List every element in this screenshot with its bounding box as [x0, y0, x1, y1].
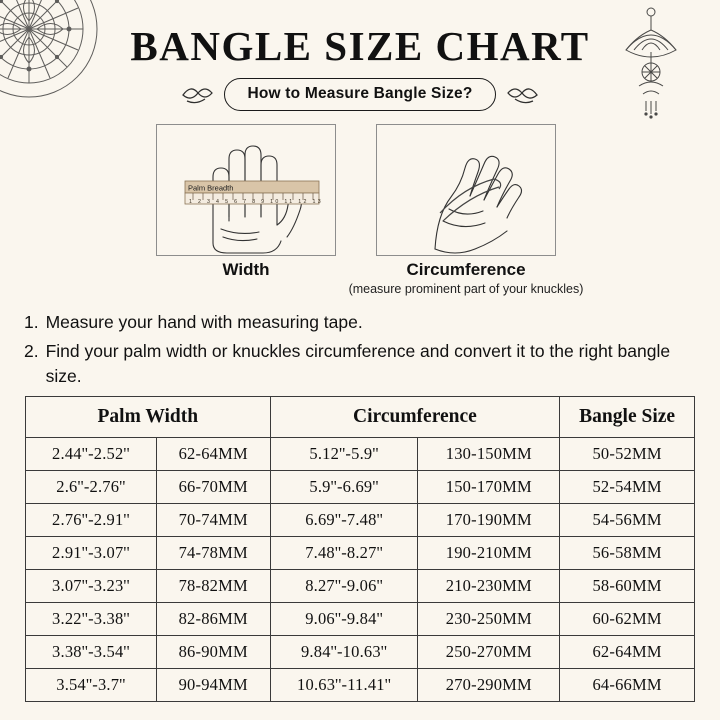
table-body	[26, 438, 695, 702]
cell-circ-mm: 250-270MM	[418, 636, 560, 669]
cell-circ-mm: 150-170MM	[418, 471, 560, 504]
subtitle-row	[0, 78, 720, 111]
cell-circ-inch: 10.63''-11.41''	[270, 669, 418, 702]
cell-palm-mm: 62-64MM	[156, 438, 270, 471]
step-text: Measure your hand with measuring tape.	[45, 312, 363, 332]
step-number: 1.	[24, 312, 39, 332]
table-row	[26, 636, 695, 669]
cell-circ-mm: 190-210MM	[418, 537, 560, 570]
cell-palm-mm: 78-82MM	[156, 570, 270, 603]
cell-bangle-size: 54-56MM	[560, 504, 695, 537]
figure-circumference	[376, 124, 556, 256]
cell-circ-mm: 130-150MM	[418, 438, 560, 471]
cell-circ-inch: 7.48''-8.27''	[270, 537, 418, 570]
table-row	[26, 669, 695, 702]
cell-circ-inch: 8.27''-9.06''	[270, 570, 418, 603]
cell-palm-inch: 2.76''-2.91''	[26, 504, 157, 537]
cell-circ-inch: 6.69''-7.48''	[270, 504, 418, 537]
cell-circ-inch: 5.12''-5.9''	[270, 438, 418, 471]
header-circumference: Circumference	[270, 397, 560, 438]
figure-palm-width	[156, 124, 336, 256]
table-row	[26, 570, 695, 603]
cell-palm-mm: 90-94MM	[156, 669, 270, 702]
subtitle-pill: How to Measure Bangle Size?	[224, 78, 495, 111]
cell-circ-inch: 9.06''-9.84''	[270, 603, 418, 636]
cell-palm-mm: 70-74MM	[156, 504, 270, 537]
cell-bangle-size: 52-54MM	[560, 471, 695, 504]
cell-circ-mm: 210-230MM	[418, 570, 560, 603]
cell-palm-inch: 2.44''-2.52''	[26, 438, 157, 471]
cell-palm-inch: 2.91''-3.07''	[26, 537, 157, 570]
cell-circ-inch: 9.84''-10.63''	[270, 636, 418, 669]
caption-circumference: Circumference	[406, 260, 526, 279]
table-row	[26, 471, 695, 504]
table-row	[26, 504, 695, 537]
cell-palm-inch: 2.6''-2.76''	[26, 471, 157, 504]
list-item	[24, 310, 696, 335]
header-bangle-size: Bangle Size	[560, 397, 695, 438]
caption-circumference-note: (measure prominent part of your knuckles)	[348, 282, 584, 296]
cell-circ-mm: 170-190MM	[418, 504, 560, 537]
cell-bangle-size: 58-60MM	[560, 570, 695, 603]
cell-circ-mm: 270-290MM	[418, 669, 560, 702]
table-row	[26, 438, 695, 471]
flourish-left-icon	[181, 83, 215, 107]
cell-circ-mm: 230-250MM	[418, 603, 560, 636]
cell-palm-inch: 3.38''-3.54''	[26, 636, 157, 669]
cell-palm-inch: 3.22''-3.38''	[26, 603, 157, 636]
cell-palm-mm: 82-86MM	[156, 603, 270, 636]
table-row	[26, 537, 695, 570]
size-table	[25, 396, 695, 702]
instructions-list	[24, 310, 696, 393]
table-header-row	[26, 397, 695, 438]
hand-circumference-illustration	[377, 125, 555, 255]
cell-circ-inch: 5.9''-6.69''	[270, 471, 418, 504]
header-palm-width: Palm Width	[26, 397, 271, 438]
cell-bangle-size: 56-58MM	[560, 537, 695, 570]
cell-palm-inch: 3.54''-3.7''	[26, 669, 157, 702]
step-number: 2.	[24, 341, 39, 361]
cell-bangle-size: 62-64MM	[560, 636, 695, 669]
hand-palm-width-illustration	[157, 125, 335, 255]
cell-palm-mm: 66-70MM	[156, 471, 270, 504]
flourish-right-icon	[505, 83, 539, 107]
cell-palm-inch: 3.07''-3.23''	[26, 570, 157, 603]
cell-palm-mm: 86-90MM	[156, 636, 270, 669]
ruler-ticks: 1 2 3 4 5 6 7 8 9 10 11 12 13	[189, 199, 324, 205]
cell-palm-mm: 74-78MM	[156, 537, 270, 570]
cell-bangle-size: 50-52MM	[560, 438, 695, 471]
cell-bangle-size: 64-66MM	[560, 669, 695, 702]
caption-width: Width	[222, 260, 270, 279]
step-text: Find your palm width or knuckles circumference and convert it to the right bangle size.	[45, 341, 671, 386]
list-item	[24, 339, 696, 389]
cell-bangle-size: 60-62MM	[560, 603, 695, 636]
table-row	[26, 603, 695, 636]
page-title: BANGLE SIZE CHART	[130, 23, 590, 69]
tape-label: Palm Breadth	[188, 183, 234, 193]
